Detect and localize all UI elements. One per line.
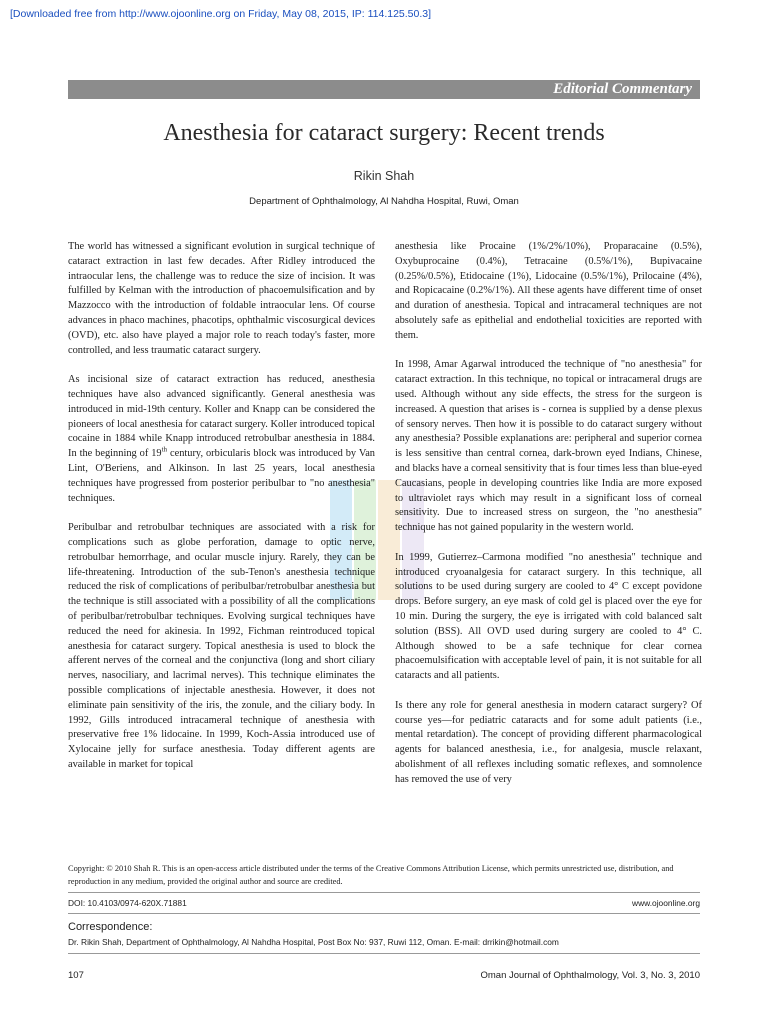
divider <box>68 892 700 893</box>
paragraph: The world has witnessed a significant evolution in surgical technique of cataract extraction in last few decades. After Ridley introduced the intraocular lens, the challenge was to reduce the size of incision. It was fulfilled by Kelman with the introduction of phacoemulsification and by Mazzocco with the introduction of foldable intraocular lens. Of course advances in phaco machines, phacotips, ophthalmic viscosurgical devices (OVD), etc. also have played a major role to reach today's faster, more controlled, and less traumatic cataract surgery. <box>68 241 375 356</box>
section-band <box>68 80 700 99</box>
superscript: th <box>161 445 168 454</box>
divider <box>68 953 700 954</box>
paragraph: Is there any role for general anesthesia in modern cataract surgery? Of course yes—for pediatric cataracts and for some adult patients (i.e., mental retardation). The concept of providing different pharmacological agents for balanced anesthesia, i.e., for analgesia, muscle relaxant, abolishment of all reflexes including somatic reflexes, and somnolence has removed the use of very <box>395 699 702 785</box>
paragraph: anesthesia like Procaine (1%/2%/10%), Proparacaine (0.5%), Oxybuprocaine (0.4%), Tetracaine (0.5%/1%), Bupivacaine (0.25%/0.5%), Etidocaine (1%), Lidocaine (0.5%/1%), Prilocaine (4%), and Ropicacaine (0.2%/1%). All these agents have different time of onset and duration of anesthesia. Topical and intracameral techniques are not absolutely safe as epithelial and endothelial toxicities are reported with them. <box>395 241 702 341</box>
download-banner[interactable]: [Downloaded free from http://www.ojoonline.org on Friday, May 08, 2015, IP: 114.125.50.3] <box>10 8 432 20</box>
right-column <box>395 240 702 787</box>
journal-reference: Oman Journal of Ophthalmology, Vol. 3, No. 3, 2010 <box>480 970 700 981</box>
author-name: Rikin Shah <box>353 169 415 183</box>
correspondence-heading: Correspondence: <box>68 921 153 933</box>
copyright-notice: Copyright: © 2010 Shah R. This is an open-access article distributed under the terms of the Creative Commons Attribution License, which permits unrestricted use, distribution, and reproduction in any medium, provided the original author and source are credited. <box>68 864 674 886</box>
page-number: 107 <box>68 970 84 981</box>
paragraph-text: As incisional size of cataract extraction has reduced, anesthesia techniques have also advanced significantly. General anesthesia was introduced in mid-19th century. Koller and Knapp can be considered the pioneers of local anesthesia for cataract surgery. Koller introduced topical cocaine in 1884 while Knapp introduced retrobulbar anesthesia in 1884. In the beginning of 19 <box>68 374 375 460</box>
correspondence-details: Dr. Rikin Shah, Department of Ophthalmology, Al Nahdha Hospital, Post Box No: 937, Ruwi 112, Oman. E-mail: drrikin@hotmail.com <box>68 937 559 947</box>
paragraph-text: century, orbicularis block was introduced by Van Lint, O'Beriens, and Alkinson. In last 25 years, local anesthesia techniques have progressed from posterior peribulbar to "no anesthesia" techniques. <box>68 448 375 504</box>
author-affiliation: Department of Ophthalmology, Al Nahdha Hospital, Ruwi, Oman <box>249 196 519 207</box>
left-column <box>68 240 375 773</box>
paragraph: Peribulbar and retrobulbar techniques are associated with a risk for complications such as globe perforation, damage to optic nerve, retrobulbar hemorrhage, and ocular muscle injury. Rarely, they can be life-threatening. Introduction of the sub-Tenon's anesthesia technique reduced the risk of complications of peribulbar/retrobulbar anesthesia but the technique is still associated with a possibility of all the complications of peribulbar/retrobulbar techniques. Evolving surgical techniques have reduced the need for akinesia. In 1992, Fichman reintroduced topical anesthesia for cataract surgery. Topical anesthesia is used to block the afferent nerves of the corneal and the conjunctiva (long and short ciliary nerves, nasociliary, and lacrimal nerves). This technique eliminates the possible complications of injectable anesthesia. However, it does not eliminate pain sensitivity of the iris, the zonule, and the ciliary body. In 1992, Gills introduced intracameral technique of anesthesia with preservative free 1% lidocaine. In 1999, Koch-Assia introduced use of Xylocaine jelly for surface anesthesia. Today different agents are available in market for topical <box>68 522 375 770</box>
section-label: Editorial Commentary <box>553 81 692 97</box>
doi: DOI: 10.4103/0974-620X.71881 <box>68 898 187 908</box>
divider <box>68 913 700 914</box>
paragraph: In 1998, Amar Agarwal introduced the technique of "no anesthesia" for cataract extraction. In this technique, no topical or intracameral drugs are used. Although without any side effects, the stress for the surgeon is increased. A question that arises is - cornea is supplied by a dense plexus of sensory nerves. Then how it is possible to do cataract surgery without any anesthesia? Possible explanations are: peripheral and superior cornea is less sensitive than central cornea, dark-brown eyed Indians, Chinese, and blacks have a corneal sensitivity that is four times less than blue-eyed Caucasians, people in developing countries like India are more exposed to ultraviolet rays which may result in a significant loss of corneal sensitivity. Due to increased stress on surgeon, the "no anesthesia" technique has not gained popularity in the western world. <box>395 359 703 534</box>
article-title: Anesthesia for cataract surgery: Recent trends <box>163 120 605 146</box>
site-url[interactable]: www.ojoonline.org <box>632 898 700 908</box>
paragraph <box>68 373 375 506</box>
paragraph: In 1999, Gutierrez–Carmona modified "no anesthesia" technique and introduced cryoanalgesia for cataract surgery. In this technique, all solutions to be used during surgery are cooled to 4° C except povidone drops. Before surgery, an eye mask of cold gel is placed over the eye for 10 min. During the surgery, the eye is irrigated with cold balanced salt solution (BSS). All OVD used during surgery are cooled to 4° C. Although showed to be a safe technique for clear cornea phacoemulsification with acceptable level of pain, it is not suitable for all cataracts and all patients. <box>395 551 702 682</box>
